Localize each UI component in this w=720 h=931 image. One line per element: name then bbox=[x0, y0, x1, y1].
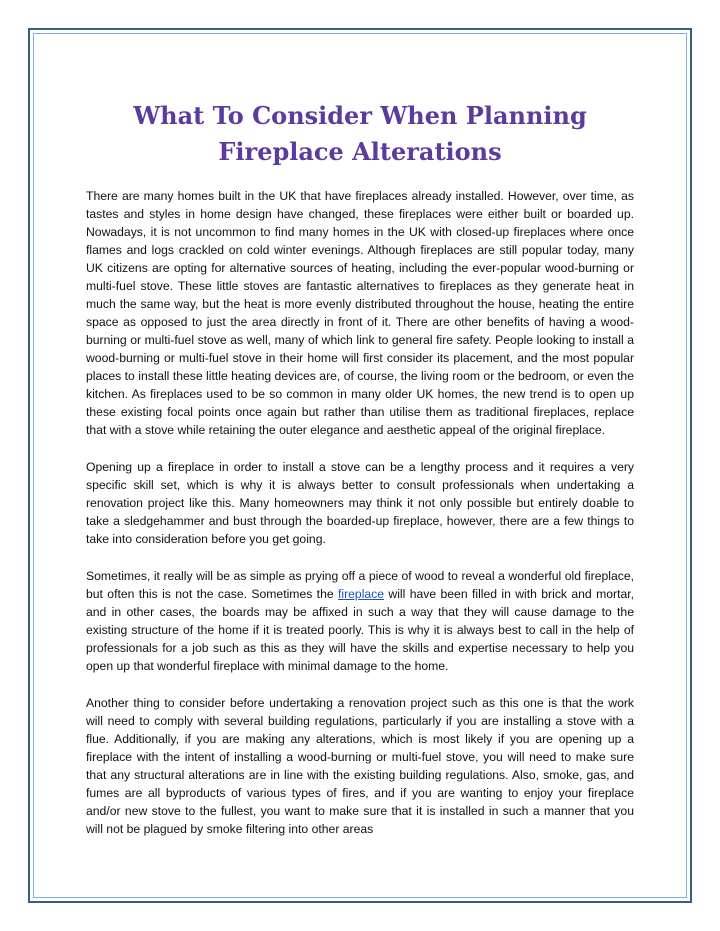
paragraph-2: Opening up a fireplace in order to install a stove can be a lengthy process and it requires a very specific skill set, which is why it is always better to consult professionals when undertaking a renovation project like this. Many homeowners may think it not only possible but entirely doable to take a sledgehammer and bust through the boarded-up fireplace, however, there are a few things to take into consideration before you get going. bbox=[86, 460, 634, 546]
paragraph-3-before: Sometimes, it really will be as simple as prying off a piece of wood to reveal a wonderful old fireplace, but often this is not the case. Sometimes the bbox=[86, 569, 634, 601]
paragraph-3-after: will have been filled in with brick and mortar, and in other cases, the boards may be affixed in such a way that they will cause damage to the existing structure of the home if it is treated poorly. This is why it is always best to call in the help of professionals for a job such as this as they will have the skills and expertise necessary to help you open up that wonderful fireplace with minimal damage to the home. bbox=[86, 587, 634, 673]
document-body bbox=[86, 98, 634, 857]
paragraph-4: Another thing to consider before undertaking a renovation project such as this one is that the work will need to comply with several building regulations, particularly if you are installing a stove with a flue. Additionally, if you are making any alterations, which is most likely if you are opening up a fireplace with the intent of installing a wood-burning or multi-fuel stove, you will need to make sure that any structural alterations are in line with the existing building regulations. Also, smoke, gas, and fumes are all byproducts of various types of fires, and if you are wanting to enjoy your fireplace and/or new stove to the fullest, you want to make sure that it is installed in such a manner that you will not be plagued by smoke filtering into other areas bbox=[86, 696, 634, 836]
paragraph-3 bbox=[86, 567, 634, 675]
document-title: What To Consider When Planning Fireplace Alterations bbox=[133, 101, 587, 166]
paragraph-1: There are many homes built in the UK that have fireplaces already installed. However, over time, as tastes and styles in home design have changed, these fireplaces were either built or boarded up. Nowadays, it is not uncommon to find many homes in the UK with closed-up fireplaces where once flames and logs crackled on cold winter evenings. Although fireplaces are still popular today, many UK citizens are opting for alternative sources of heating, including the ever-popular wood-burning or multi-fuel stove. These little stoves are fantastic alternatives to fireplaces as they generate heat in much the same way, but the heat is more evenly distributed throughout the house, heating the entire space as opposed to just the area directly in front of it. There are other benefits of having a wood-burning or multi-fuel stove as well, many of which link to general fire safety. People looking to install a wood-burning or multi-fuel stove in their home will first consider its placement, and the most popular places to install these little heating devices are, of course, the living room or the bedroom, or even the kitchen. As fireplaces used to be so common in many older UK homes, the new trend is to open up these existing focal points once again but rather than utilise them as traditional fireplaces, replace that with a stove while retaining the outer elegance and aesthetic appeal of the original fireplace. bbox=[86, 189, 634, 437]
fireplace-link[interactable]: fireplace bbox=[337, 587, 385, 601]
